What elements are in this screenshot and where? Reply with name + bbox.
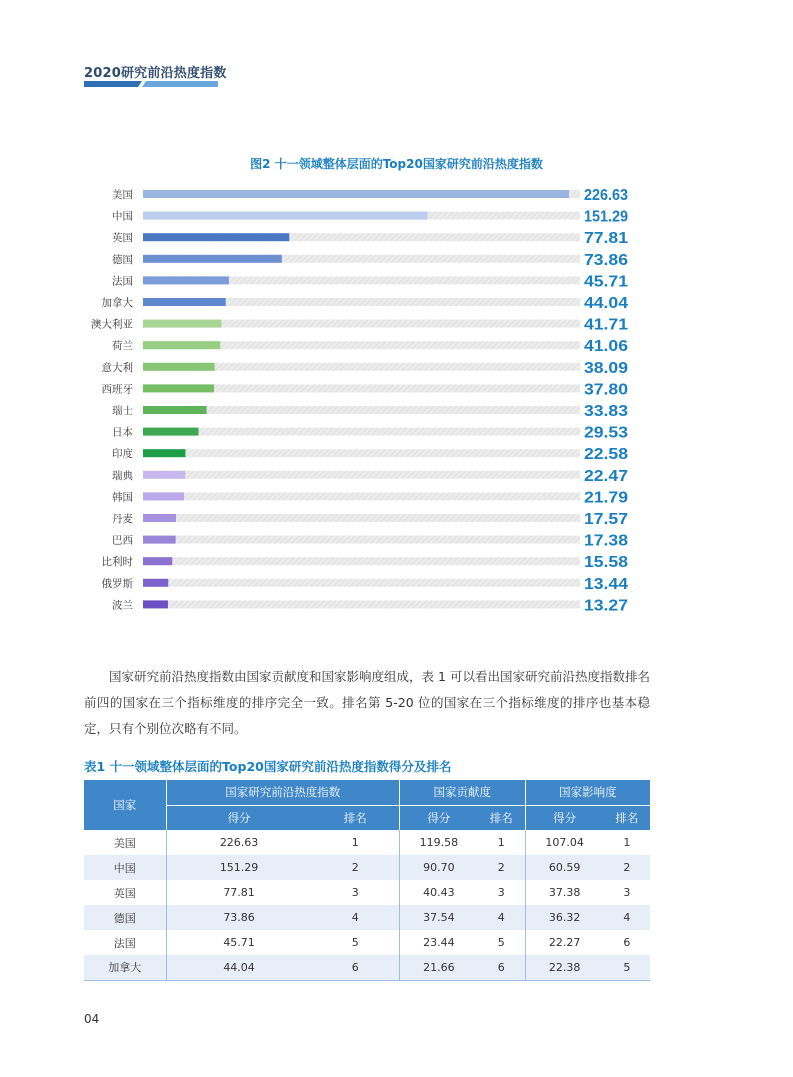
chart-value-label: 13.27 [584,597,628,615]
table-cell-score: 23.44 [399,930,477,955]
table-cell-score: 36.32 [525,905,603,930]
chart-category-label: 韩国 [112,491,133,504]
chart-bar [143,190,569,198]
chart-bar [143,449,185,457]
chart-value-label: 38.09 [584,359,629,377]
chart-value-label: 41.06 [584,338,629,356]
table-subheader-score: 得分 [399,805,477,830]
chart-bar [143,536,176,544]
chart-bar [143,579,168,587]
table-cell-score: 119.58 [399,830,477,855]
table-cell-rank: 2 [604,855,650,880]
chart-bar [143,557,172,565]
table-cell-score: 37.54 [399,905,477,930]
table-cell-rank: 4 [604,905,650,930]
chart-bar-track [143,471,580,479]
table-cell-rank: 1 [604,830,650,855]
chart-value-label: 226.63 [584,187,629,204]
chart-value-label: 22.58 [584,446,629,464]
chart-bar [143,298,226,306]
chart-bar-track [143,600,580,608]
table-header-country: 国家 [84,780,166,830]
chart-bar-track [143,492,580,500]
table-subheader-score: 得分 [525,805,603,830]
chart-category-label: 美国 [112,189,133,201]
table-cell-rank: 3 [604,880,650,905]
table-cell-score: 44.04 [166,955,312,980]
table-cell-rank: 3 [312,880,400,905]
table-cell-score: 40.43 [399,880,477,905]
chart-bar [143,406,207,414]
chart-category-label: 西班牙 [101,383,133,396]
chart-category-label: 荷兰 [112,340,133,353]
table-cell-country: 英国 [84,880,166,905]
table-cell-country: 德国 [84,905,166,930]
chart-category-label: 瑞士 [112,405,133,417]
table-subheader-rank: 排名 [478,805,525,830]
chart-bar-track [143,514,580,522]
chart-category-label: 瑞典 [112,469,133,482]
chart-category-label: 法国 [112,275,133,288]
table-cell-country: 美国 [84,830,166,855]
table-cell-rank: 1 [312,830,400,855]
chart-value-label: 29.53 [584,424,629,442]
table-cell-score: 77.81 [166,880,312,905]
chart-value-label: 15.58 [584,554,629,572]
table-cell-score: 22.38 [525,955,603,980]
chart-value-label: 13.44 [584,575,629,593]
chart-value-label: 17.38 [584,532,629,550]
chart-bar [143,233,289,241]
table-cell-rank: 6 [312,955,400,980]
chart-bar [143,363,215,371]
table-cell-rank: 5 [604,955,650,980]
chart-value-label: 44.04 [584,295,629,312]
table-cell-score: 45.71 [166,930,312,955]
chart-category-label: 澳大利亚 [91,318,133,331]
chart-value-label: 151.29 [584,208,629,226]
page-number: 04 [84,1012,100,1026]
header-stripes-decoration [84,81,218,87]
page-header [84,62,227,88]
chart-category-label: 印度 [112,448,133,461]
chart-bar [143,255,282,263]
chart-category-label: 加拿大 [101,297,133,309]
table-row [84,880,650,905]
table-cell-rank: 3 [478,880,525,905]
chart-bar [143,492,184,500]
chart-bar [143,471,185,479]
table-row [84,905,650,930]
table-cell-rank: 6 [478,955,525,980]
table-cell-score: 73.86 [166,905,312,930]
table-subheader-score: 得分 [166,805,312,830]
chart-value-label: 77.81 [584,230,629,248]
table-cell-rank: 2 [478,855,525,880]
chart-value-label: 33.83 [584,403,629,420]
chart-bar [143,212,427,220]
table-header-group-contribution: 国家贡献度 [399,780,525,805]
chart-title: 图2 十一领域整体层面的Top20国家研究前沿热度指数 [250,157,543,171]
chart-category-label: 俄罗斯 [101,577,133,590]
table-cell-country: 加拿大 [84,955,166,980]
header-title: 2020研究前沿热度指数 [84,66,227,81]
chart-bar [143,514,176,522]
chart-value-label: 45.71 [584,273,629,291]
chart-category-label: 丹麦 [112,513,133,525]
table-row [84,930,650,955]
table-header-group-influence: 国家影响度 [525,780,650,805]
chart-bar [143,276,229,284]
chart-category-label: 意大利 [101,361,133,374]
chart-category-label: 比利时 [101,556,133,569]
chart-category-label: 日本 [112,426,133,439]
chart-value-label: 73.86 [584,251,629,269]
chart-value-label: 17.57 [584,511,628,528]
chart-category-label: 英国 [112,232,133,245]
table-cell-rank: 5 [312,930,400,955]
bar-chart [0,178,793,618]
table-cell-score: 60.59 [525,855,603,880]
chart-bar-track [143,406,580,414]
table-cell-rank: 2 [312,855,400,880]
table-cell-score: 226.63 [166,830,312,855]
chart-category-label: 巴西 [112,534,133,547]
table-row [84,955,650,980]
chart-category-label: 波兰 [112,599,133,612]
table-subheader-rank: 排名 [312,805,400,830]
table-cell-country: 法国 [84,930,166,955]
table-cell-score: 37.38 [525,880,603,905]
chart-bar [143,341,220,349]
table-cell-rank: 1 [478,830,525,855]
table-cell-score: 107.04 [525,830,603,855]
table-subheader-rank: 排名 [604,805,650,830]
table-cell-rank: 6 [604,930,650,955]
body-paragraph: 国家研究前沿热度指数由国家贡献度和国家影响度组成，表 1 可以看出国家研究前沿热度指数排名前四的国家在三个指标维度的排序完全一致。排名第 5-20 位的国家在三个指标维度的排序也基本稳定，只有个别位次略有不同。 [84,669,650,736]
table-row [84,855,650,880]
chart-value-label: 22.47 [584,467,628,485]
table-cell-country: 中国 [84,855,166,880]
table-cell-score: 22.27 [525,930,603,955]
table-cell-score: 21.66 [399,955,477,980]
chart-value-label: 21.79 [584,489,629,507]
table-cell-rank: 5 [478,930,525,955]
chart-bar [143,428,199,436]
chart-bar-track [143,428,580,436]
table-cell-score: 151.29 [166,855,312,880]
table-cell-rank: 4 [312,905,400,930]
chart-bar-track [143,557,580,565]
chart-bar [143,384,214,392]
chart-bar-track [143,536,580,544]
score-table [84,780,650,981]
table-cell-score: 90.70 [399,855,477,880]
table-header-group-heat: 国家研究前沿热度指数 [166,780,399,805]
table-cell-rank: 4 [478,905,525,930]
chart-bar-track [143,449,580,457]
chart-value-label: 37.80 [584,381,628,399]
chart-bar [143,600,168,608]
chart-bar [143,320,221,328]
chart-category-label: 德国 [112,253,133,266]
chart-bar-track [143,579,580,587]
chart-category-label: 中国 [112,210,133,223]
table-caption: 表1 十一领域整体层面的Top20国家研究前沿热度指数得分及排名 [84,759,452,774]
table-row [84,830,650,855]
chart-value-label: 41.71 [584,316,629,334]
